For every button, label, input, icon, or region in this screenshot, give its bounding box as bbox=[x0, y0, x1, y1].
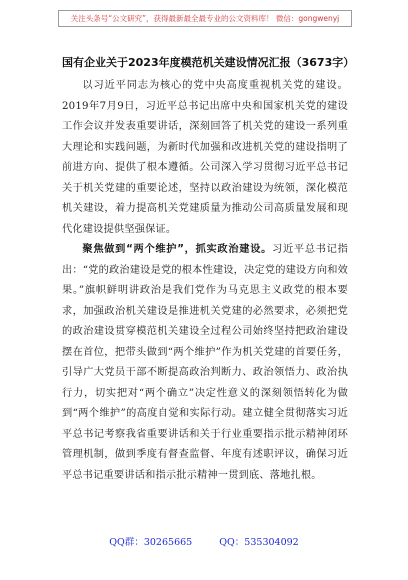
section-heading: 聚焦做到“两个维护”，抓实政治建设。 bbox=[82, 244, 273, 255]
paragraph-political-building bbox=[62, 240, 348, 486]
document-body bbox=[62, 76, 348, 486]
footer-qq: QQ：535304092 bbox=[219, 537, 299, 548]
paragraph-intro bbox=[62, 76, 348, 240]
footer bbox=[0, 534, 408, 548]
paragraph-text: 习近平总书记指出：“党的政治建设是党的根本性建设，决定党的建设方向和效果。”旗帜鲜明讲政治是我们党作为马克思主义政党的根本要求，加强政治机关建设是推进机关党建的必然要求，必须把党的政治建设贯穿模范机关建设全过程公司始终坚持把政治建设摆在首位，把带头做到“两个维护”作为机关党建的首要任务，引导广大党员干部不断提高政治判断力、政治领悟力、政治执行力，切实把对“两个确立”决定性意义的深刻领悟转化为做到“两个维护”的高度自觉和实际行动。建立健全贯彻落实习近平总书记考察我省重要讲话和关于行业重要指示批示精神闭环管理机制，做到季度有督查监督、年度有述职评议，确保习近平总书记重要讲话和指示批示精神一贯到底、落地扎根。 bbox=[62, 244, 348, 481]
footer-qq-group: QQ群：30265665 bbox=[109, 537, 193, 548]
paragraph-text: 以习近平同志为核心的党中央高度重视机关党的建设。2019年7月9日，习近平总书记出席中央和国家机关党的建设工作会议并发表重要讲话，深刻回答了机关党的建设一系列重大理论和实践问题，为新时代加强和改进机关党的建设指明了前进方向、提供了根本遵循。公司深入学习贯彻习近平总书记关于机关党建的重要论述，坚持以政治建设为统领，深化模范机关建设，着力提高机关党建质量为推动公司高质量发展和现代化建设提供坚强保证。 bbox=[62, 80, 348, 235]
document-title: 国有企业关于2023年度模范机关建设情况汇报（3673字） bbox=[62, 56, 355, 69]
header-banner: 关注头条号“公文研究”，获得最新最全最专业的公文资料库！ 微信：gongwenyj bbox=[58, 10, 352, 27]
